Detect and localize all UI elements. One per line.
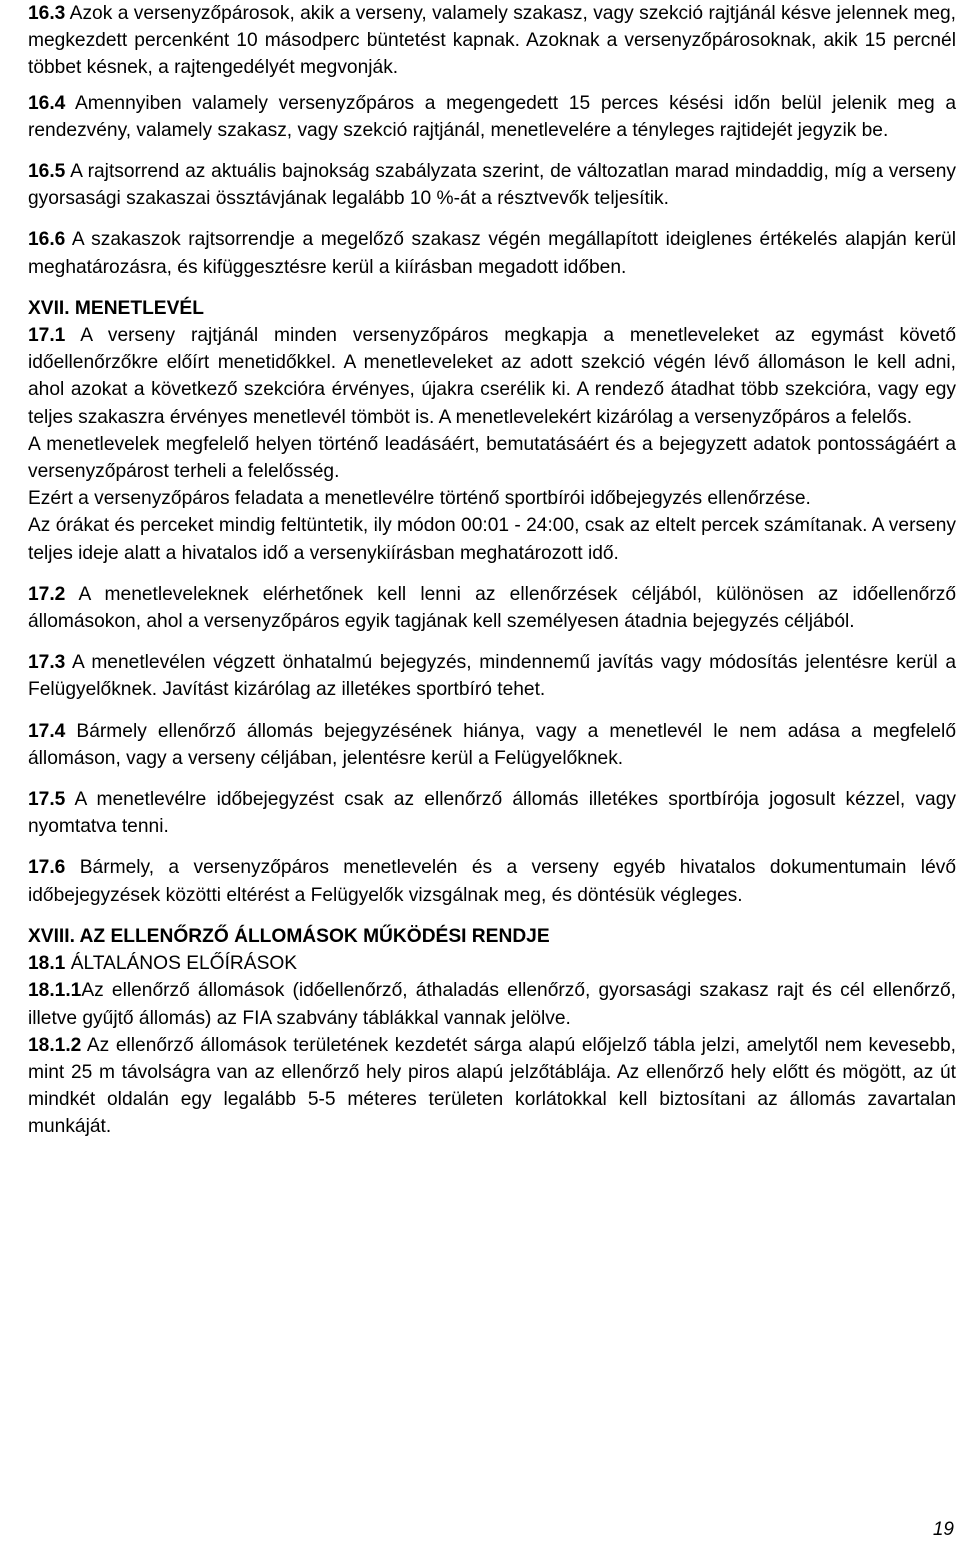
paragraph-17-2 [28,581,956,635]
clause-text: A verseny rajtjánál minden versenyzőpáros megkapja a menetleveleket az egymást követő időellenőrzőkre előírt menetidőkkel. A menetleveleket az adott szekció végén lévő állomáson le kell adni, ahol azokat a következő szekcióra érvényes, újakra cserélik ki. A rendező átadhat több szekcióra, vagy egy teljes szakaszra érvényes menetlevél tömböt is. A menetlevelekért kizárólag a versenyzőpáros a felelős. [28,325,956,428]
page-number: 19 [932,1519,954,1540]
clause-number: 17.2 [28,583,66,605]
paragraph-17-1-d: Az órákat és perceket mindig feltüntetik, ily módon 00:01 - 24:00, csak az eltelt percek számítanak. A verseny teljes ideje alatt a hivatalos idő a versenykiírásban meghatározott idő. [28,515,956,564]
clause-text: A menetlevélen végzett önhatalmú bejegyzés, mindennemű javítás vagy módosítás jelentésre kerül a Felügyelőknek. Javítást kizárólag az illetékes sportbíró tehet. [28,652,956,701]
clause-number: 16.3 [28,3,66,24]
clause-text: A menetlevélre időbejegyzést csak az ellenőrző állomás illetékes sportbírója jogosult kézzel, vagy nyomtatva tenni. [28,789,956,838]
subsection-18-1 [28,950,956,977]
paragraph-16-5 [28,158,956,212]
clause-number: 18.1.1 [28,980,82,1002]
paragraph-18-1-1 [28,977,956,1031]
paragraph-17-6 [28,854,956,908]
paragraph-16-4 [28,90,956,144]
clause-number: 17.4 [28,720,66,742]
clause-text: Amennyiben valamely versenyzőpáros a megengedett 15 perces késési időn belül jelenik meg a rendezvény, valamely szakasz, vagy szekció rajtjánál, menetlevelére a tényleges rajtidejét jegyzik be. [28,92,956,141]
subsection-title: ÁLTALÁNOS ELŐÍRÁSOK [65,953,298,975]
clause-number: 17.3 [28,652,66,674]
clause-text: Az ellenőrző állomások területének kezdetét sárga alapú előjelző tábla jelzi, amelytől nem kevesebb, mint 25 m távolságra van az ellenőrző hely piros alapú jelzőtáblája. Az ellenőrző hely előtt és mögött, az út mindkét oldalán egy legalább 5-5 méteres területen korlátokkal kell biztosítani az állomás zavartalan munkáját. [28,1034,956,1138]
paragraph-17-1-c: Ezért a versenyzőpáros feladata a menetlevélre történő sportbírói időbejegyzés ellenőrzése. [28,488,811,510]
section-heading-xviii: XVIII. AZ ELLENŐRZŐ ÁLLOMÁSOK MŰKÖDÉSI RENDJE [28,925,550,947]
clause-number: 16.4 [28,92,66,114]
section-heading-xvii: XVII. MENETLEVÉL [28,297,204,319]
clause-text: A menetleveleknek elérhetőnek kell lenni az ellenőrzések céljából, különösen az időellenőrző állomásokon, ahol a versenyzőpáros egyik tagjának kell személyesen átadnia bejegyzés céljából. [28,583,956,633]
paragraph-16-6 [28,226,956,280]
clause-number: 18.1 [28,953,66,975]
paragraph-17-3 [28,649,956,703]
clause-number: 17.5 [28,789,66,811]
clause-text: A szakaszok rajtsorrendje a megelőző szakasz végén megállapított ideiglenes értékelés alapján kerül meghatározásra, és kifüggesztésre kerül a kiírásban megadott időben. [28,229,956,278]
paragraph-17-1-b: A menetlevelek megfelelő helyen történő leadásáért, bemutatásáért és a bejegyzett adatok pontosságáért a versenyzőpárost terheli a felelősség. [28,433,956,483]
clause-text: A rajtsorrend az aktuális bajnokság szabályzata szerint, de változatlan marad mindaddig, míg a verseny gyorsasági szakaszai össztávjának legalább 10 %-át a résztvevők teljesítik. [28,161,956,210]
clause-number: 18.1.2 [28,1034,82,1056]
clause-number: 17.6 [28,857,66,879]
clause-number: 16.5 [28,161,66,183]
document-page [28,0,956,1141]
clause-text: Az ellenőrző állomások (időellenőrző, áthaladás ellenőrző, gyorsasági szakasz rajt és cél ellenőrző, illetve gyűjtő állomás) az FIA szabvány táblákkal vannak jelölve. [28,980,956,1029]
paragraph-17-5 [28,786,956,840]
paragraph-16-3 [28,0,956,82]
clause-text: Bármely, a versenyzőpáros menetlevelén és a verseny egyéb hivatalos dokumentumain lévő időbejegyzések közötti eltérést a Felügyelők vizsgálnak meg, és döntésük végleges. [28,857,956,906]
paragraph-17-4 [28,718,956,772]
clause-text: Azok a versenyzőpárosok, akik a verseny, valamely szakasz, vagy szekció rajtjánál késve jelennek meg, megkezdett percenként 10 másodperc büntetést kapnak. Azoknak a versenyzőpárosoknak, akik 15 percnél többet késnek, a rajtengedélyét megvonják. [28,3,956,79]
paragraph-18-1-2 [28,1032,956,1141]
clause-number: 17.1 [28,325,66,347]
paragraph-17-1 [28,322,956,431]
clause-number: 16.6 [28,229,66,251]
clause-text: Bármely ellenőrző állomás bejegyzésének hiánya, vagy a menetlevél le nem adása a megfelelő állomáson, vagy a verseny céljában, jelentésre kerül a Felügyelőknek. [28,720,956,769]
